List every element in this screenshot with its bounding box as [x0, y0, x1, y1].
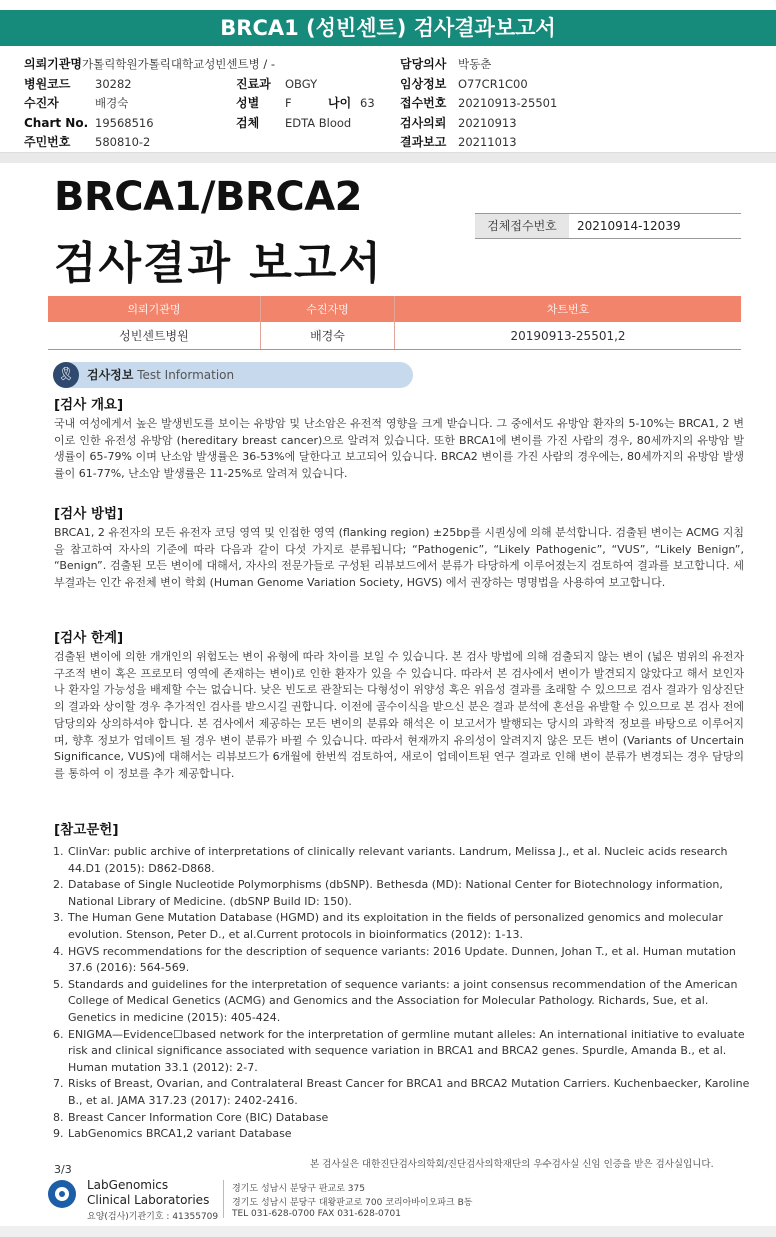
section-method: [54, 502, 744, 592]
section-body: 국내 여성에게서 높은 발생빈도를 보이는 유방암 및 난소암은 유전적 영향을 크게 받습니다. 그 중에서도 유방암 환자의 5-10%는 BRCA1, 2 변이로 인한 유전성 유방암 (hereditary breast cancer)으로 알려져 있습니다. 또한 BRCA1에 변이를 가진 사람의 경우, 80세까지의 유방암 발생률이 65-79% 이며 난소암 발생률은 36-53%에 달한다고 보고되어 있습니다. BRCA2 변이를 가진 사람의 경우에는, 80세까지의 유방암 발생률이 61-77%, 난소암 발생률은 11-25%로 알려져 있습니다.: [54, 417, 744, 481]
certification-note: 본 검사실은 대한진단검사의학회/진단검사의학재단의 우수검사실 신임 인증을 받은 검사실입니다.: [310, 1159, 714, 1170]
receipt-number-box: [475, 213, 741, 239]
section-body: 검출된 변이에 의한 개개인의 위험도는 변이 유형에 따라 차이를 보일 수 있습니다. 본 검사 방법에 의해 검출되지 않는 변이 (넓은 범위의 유전자 구조적 변이 혹은 프로모터 영역에 존재하는 변이)로 인한 환자가 있을 수 있습니다. 따라서 본 검사에서 변이가 발견되지 않았다고 해서 보인자나 환자일 가능성을 배제할 수는 없습니다. 낮은 빈도로 관찰되는 다형성이 위양성 혹은 위음성 결과를 초래할 수 있으므로 검사 결과가 임상진단의 결과와 상이할 경우 추가적인 검사를 받으시길 권합니다. 이전에 골수이식을 받으신 분은 결과 분석에 혼선을 유발할 수 있으므로 본 검사 전에 담당의와 상의하셔야 합니다. 본 검사에서 제공하는 모든 변이의 분류와 해석은 이 보고서가 발행되는 당시의 과학적 정보를 바탕으로 이루어지며, 향후 정보가 업데이트 될 경우 변이 분류가 바뀔 수 있습니다. 따라서 현재까지 유의성이 알려지지 않은 모든 변이 (Variants of Uncertain Significance, VUS)에 대해서는 리뷰보드가 6개월에 한번씩 검토하여, 새로이 업데이트된 연구 결과로 인해 변이 분류가 변경되는 경우 담당의를 통하여 이 정보를 추가 제공합니다.: [54, 650, 744, 780]
phone-fax: TEL 031-628-0700 FAX 031-628-0701: [232, 1209, 401, 1219]
section-overview: [54, 393, 744, 483]
clinical-label: 임상정보: [400, 76, 447, 91]
section-divider: [0, 152, 776, 163]
accession-label: 접수번호: [400, 96, 447, 110]
patient-label: 수진자: [24, 96, 59, 110]
doctor-value: 박동춘: [458, 57, 492, 71]
age-value: 63: [360, 96, 375, 110]
accession-value: 20210913-25501: [458, 96, 558, 110]
labgenomics-logo-icon: [48, 1180, 76, 1208]
list-item: 5. Standards and guidelines for the interpretation of sequence variants: a joint consensus recommendation of the American College of Medical Genetics (ACMG) and Genomics and the Association for Molecular Pathology. Richards, Sue, et al. Genetics in medicine (2015): 405-424.: [67, 977, 754, 1027]
dept-value: OBGY: [285, 76, 318, 91]
receipt-number-label: 검체접수번호: [475, 214, 569, 238]
section-title: [검사 개요]: [54, 397, 124, 413]
page-number: 3/3: [54, 1163, 72, 1176]
lab-subname: Clinical Laboratories: [87, 1193, 210, 1207]
patient-value: 배경숙: [95, 96, 129, 110]
list-item: 9. LabGenomics BRCA1,2 variant Database: [67, 1126, 754, 1143]
list-item: 8. Breast Cancer Information Core (BIC) Database: [67, 1110, 754, 1127]
receipt-number-value: 20210914-12039: [577, 219, 681, 233]
id-label: 주민번호: [24, 135, 71, 149]
request-label: 검사의뢰: [400, 115, 447, 130]
list-item: 2. Database of Single Nucleotide Polymorphisms (dbSNP). Bethesda (MD): National Center for Biotechnology information, National Library of Medicine. (dbSNP Build ID: 150).: [67, 877, 754, 910]
list-item: 7. Risks of Breast, Ovarian, and Contralateral Breast Cancer for BRCA1 and BRCA2 Mutation Carriers. Kuchenbaecker, Karoline B., et al. JAMA 317.23 (2017): 2402-2416.: [67, 1076, 754, 1109]
institution-value: 가톨릭학원가톨릭대학교성빈센트병 / -: [82, 57, 276, 71]
table-cell: 성빈센트병원: [48, 322, 260, 350]
section-title: [검사 방법]: [54, 506, 124, 522]
ribbon-icon: 🎗: [53, 362, 79, 388]
specimen-label: 검체: [236, 115, 260, 130]
test-info-label: [87, 362, 234, 388]
chart-label: Chart No.: [24, 115, 89, 130]
sex-label: 성별: [236, 96, 260, 110]
address-line1: 경기도 성남시 분당구 판교로 375: [232, 1184, 365, 1194]
lab-name: LabGenomics: [87, 1178, 169, 1192]
dept-label: 진료과: [236, 76, 271, 91]
table-cell: 배경숙: [260, 322, 394, 350]
sex-value: F: [285, 96, 292, 110]
report-meta: [24, 55, 764, 153]
test-info-subtitle: Test Information: [137, 368, 235, 382]
institution-label: 의뢰기관명: [24, 57, 82, 71]
report-title-line2: 검사결과 보고서: [54, 238, 383, 289]
list-item: 6. ENIGMA—Evidence☐based network for the interpretation of germline mutant alleles: An international initiative to evaluate risk and clinical significance associated with sequence variation in BRCA1 and BRCA2 genes. Spurdle, Amanda B., et al. Human mutation 33.1 (2012): 2-7.: [67, 1027, 754, 1077]
request-value: 20210913: [458, 115, 517, 130]
list-item: 4. HGVS recommendations for the description of sequence variants: 2016 Update. Dunnen, Johan T., et al. Human mutation 37.6 (2016): 564-569.: [67, 944, 754, 977]
section-title: [검사 한계]: [54, 630, 124, 646]
lab-code: 요양(검사)기관기호 : 41355709: [87, 1212, 219, 1222]
reference-list: [54, 844, 754, 1143]
report-title-line1: BRCA1/BRCA2: [54, 174, 362, 220]
report-date-label: 결과보고: [400, 135, 447, 149]
section-title: [참고문헌]: [54, 822, 119, 838]
table-row: [48, 322, 741, 350]
hospital-code-label: 병원코드: [24, 76, 71, 91]
references-section: [54, 818, 754, 1143]
chart-value: 19568516: [95, 115, 154, 130]
footer-divider: [223, 1180, 224, 1218]
bottom-strip: [0, 1226, 776, 1237]
test-info-title: 검사정보: [87, 368, 134, 382]
table-header-cell: 차트번호: [395, 296, 741, 322]
address-line2: 경기도 성남시 분당구 대왕판교로 700 코리아바이오파크 B동: [232, 1198, 473, 1208]
table-cell: 20190913-25501,2: [395, 322, 741, 350]
patient-table-header: [48, 296, 741, 322]
section-body: BRCA1, 2 유전자의 모든 유전자 코딩 영역 및 인접한 영역 (flanking region) ±25bp를 시퀀싱에 의해 분석합니다. 검출된 변이는 ACMG 지침을 참고하여 자사의 기준에 따라 다음과 같이 다섯 가지로 분류됩니다; “Pathogenic”, “Likely Pathogenic”, “VUS”, “Likely Benign”, “Benign”. 검출된 모든 변이에 대해서, 자사의 전문가들로 구성된 리뷰보드에서 분류가 타당하게 이루어졌는지 검토하여 결과를 보고합니다. 세부결과는 인간 유전체 변이 학회 (Human Genome Variation Society, HGVS) 에서 권장하는 명명법을 사용하여 보고합니다.: [54, 526, 744, 590]
id-value: 580810-2: [95, 135, 151, 149]
hospital-code-value: 30282: [95, 76, 132, 91]
specimen-value: EDTA Blood: [285, 115, 352, 130]
table-header-cell: 의뢰기관명: [48, 296, 260, 322]
list-item: 1. ClinVar: public archive of interpretations of clinically relevant variants. Landrum, Melissa J., et al. Nucleic acids research 44.D1 (2015): D862-D868.: [67, 844, 754, 877]
age-label: 나이: [328, 96, 352, 110]
report-date-value: 20211013: [458, 135, 517, 149]
doctor-label: 담당의사: [400, 57, 447, 71]
clinical-value: O77CR1C00: [458, 76, 528, 91]
list-item: 3. The Human Gene Mutation Database (HGMD) and its exploitation in the fields of personalized genomics and molecular evolution. Stenson, Peter D., et al.Current protocols in bioinformatics (2012): 1-13.: [67, 910, 754, 943]
table-header-cell: 수진자명: [260, 296, 394, 322]
section-limitations: [54, 626, 744, 783]
patient-table: [48, 296, 741, 350]
test-info-banner: [53, 362, 413, 388]
report-header-bar: BRCA1 (성빈센트) 검사결과보고서: [0, 10, 776, 46]
